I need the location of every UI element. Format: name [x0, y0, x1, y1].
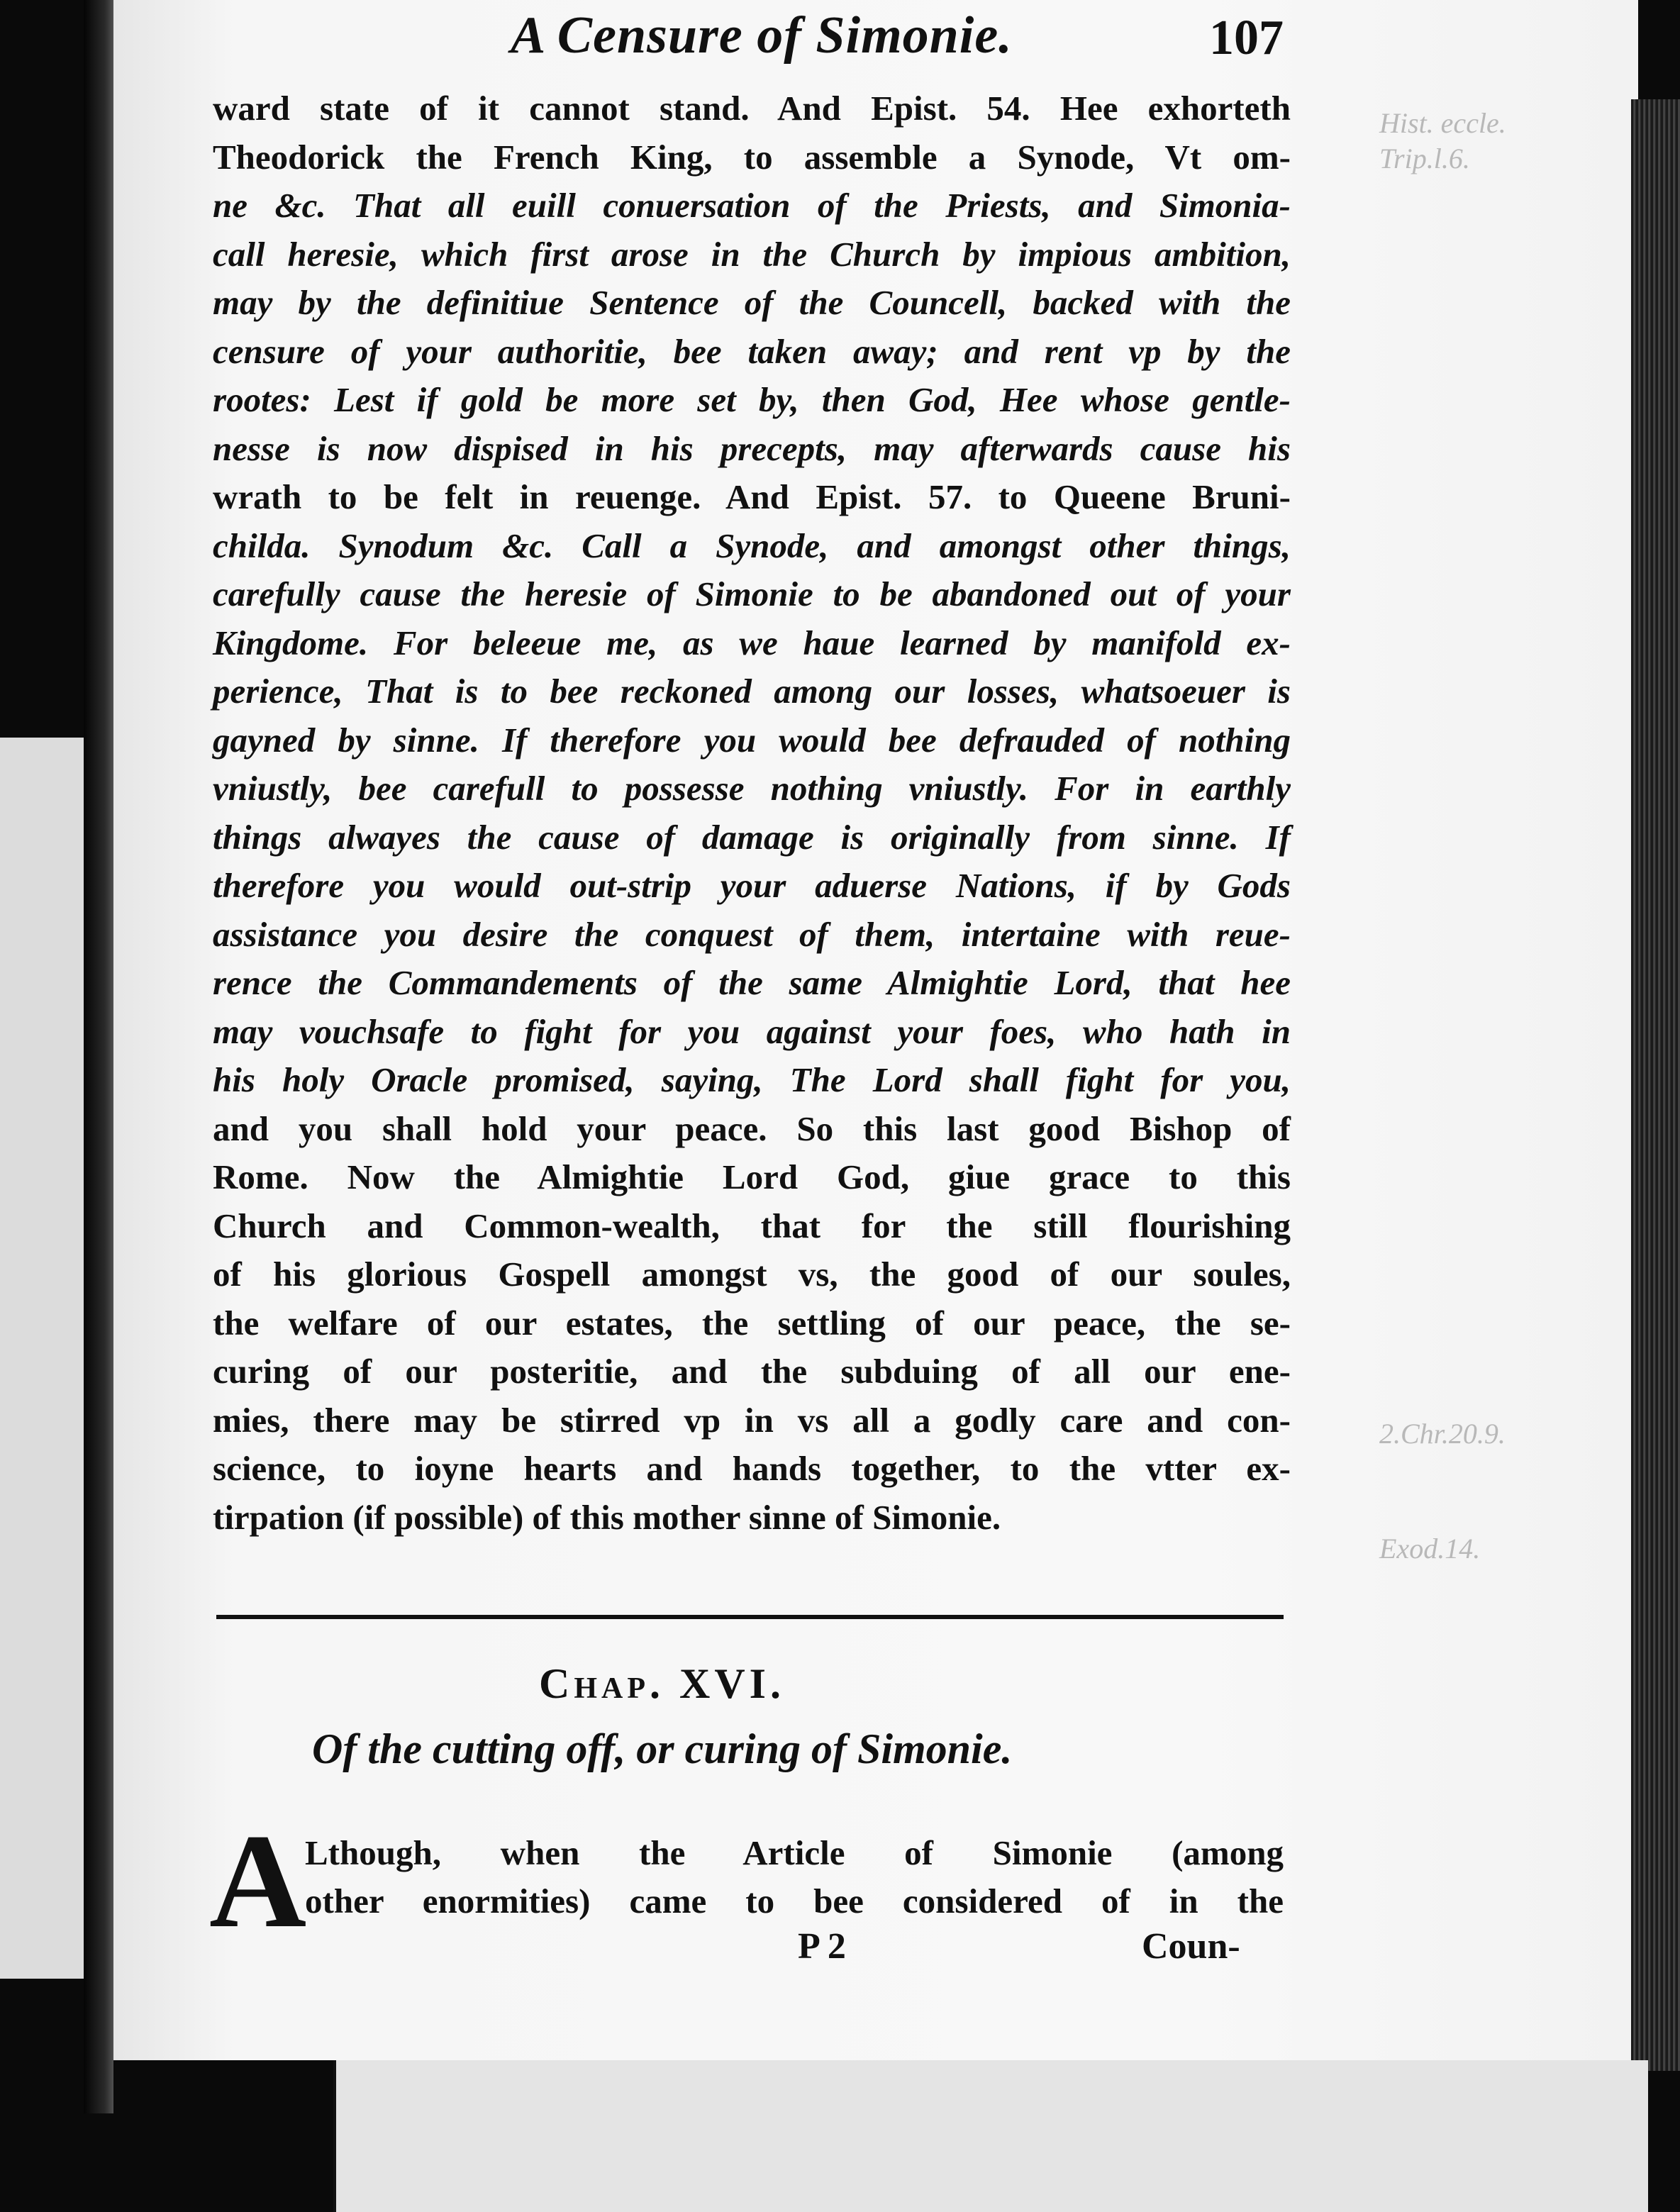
catchword: Coun- [1142, 1926, 1240, 1967]
scan-background [113, 2060, 333, 2212]
text-line: childa. Synodum &c. Call a Synode, and amongst other things, [213, 526, 1291, 565]
text-line: may by the definitiue Sentence of the Councell, backed with the [213, 283, 1291, 322]
previous-page-edge [0, 738, 85, 1979]
text-line: things alwayes the cause of damage is originally from sinne. If [213, 817, 1291, 857]
text-line: of his glorious Gospell amongst vs, the good of our soules, [213, 1255, 1291, 1294]
text-line: curing of our posteritie, and the subduing of all our ene- [213, 1352, 1291, 1391]
text-line: rence the Commandements of the same Almightie Lord, that hee [213, 963, 1291, 1002]
paragraph-line: other enormities) came to bee considered of in the [305, 1882, 1284, 1921]
page-number: 107 [1209, 11, 1284, 65]
margin-note: 2.Chr.20.9. [1379, 1418, 1506, 1450]
text-line: and you shall hold your peace. So this last good Bishop of [213, 1108, 1291, 1148]
text-line: Kingdome. For beleeue me, as we haue learned by manifold ex- [213, 623, 1291, 662]
text-line: rootes: Lest if gold be more set by, then God, Hee whose gentle- [213, 380, 1291, 419]
paragraph-line: Lthough, when the Article of Simonie (among [305, 1833, 1284, 1872]
text-line: wrath to be felt in reuenge. And Epist. 57. to Queene Bruni- [213, 477, 1291, 516]
text-line: carefully cause the heresie of Simonie to be abandoned out of your [213, 574, 1291, 613]
running-head: A Censure of Simonie. [511, 6, 1013, 65]
text-line: censure of your authoritie, bee taken away; and rent vp by the [213, 331, 1291, 371]
drop-initial: A [209, 1807, 307, 1956]
text-line: his holy Oracle promised, saying, The Lord shall fight for you, [213, 1060, 1291, 1099]
margin-note: Hist. eccle. [1379, 107, 1506, 139]
text-line: the welfare of our estates, the settling of our peace, the se- [213, 1303, 1291, 1343]
text-line: tirpation (if possible) of this mother sinne of Simonie. [213, 1497, 1001, 1537]
text-line: vniustly, bee carefull to possesse nothing vniustly. For in earthly [213, 769, 1291, 808]
text-line: call heresie, which first arose in the Church by impious ambition, [213, 234, 1291, 274]
text-line: Church and Common-wealth, that for the still flourishing [213, 1206, 1291, 1245]
chapter-subtitle: Of the cutting off, or curing of Simonie. [312, 1725, 1013, 1772]
text-line: Theodorick the French King, to assemble a Synode, Vt om- [213, 137, 1291, 177]
section-rule [216, 1615, 1284, 1619]
text-line: ne &c. That all euill conuersation of the Priests, and Simonia- [213, 186, 1291, 225]
margin-note: Trip.l.6. [1379, 143, 1470, 174]
text-line: perience, That is to bee reckoned among our losses, whatsoeuer is [213, 672, 1291, 711]
signature-mark: P 2 [798, 1926, 846, 1967]
text-line: nesse is now dispised in his precepts, may afterwards cause his [213, 428, 1291, 468]
text-line: ward state of it cannot stand. And Epist. 54. Hee exhorteth [213, 89, 1291, 128]
text-line: science, to ioyne hearts and hands together, to the vtter ex- [213, 1449, 1291, 1488]
text-line: assistance you desire the conquest of them, intertaine with reue- [213, 914, 1291, 954]
chapter-heading: Chap. XVI. [539, 1660, 785, 1707]
text-line: Rome. Now the Almightie Lord God, giue grace to this [213, 1157, 1291, 1196]
text-line: may vouchsafe to fight for you against your foes, who hath in [213, 1011, 1291, 1051]
page-edges [1631, 99, 1680, 2071]
margin-note: Exod.14. [1379, 1533, 1481, 1564]
underlying-sheet [333, 2060, 1648, 2212]
text-line: therefore you would out-strip your aduerse Nations, if by Gods [213, 866, 1291, 905]
text-line: mies, there may be stirred vp in vs all a godly care and con- [213, 1400, 1291, 1440]
text-line: gayned by sinne. If therefore you would bee defrauded of nothing [213, 720, 1291, 760]
